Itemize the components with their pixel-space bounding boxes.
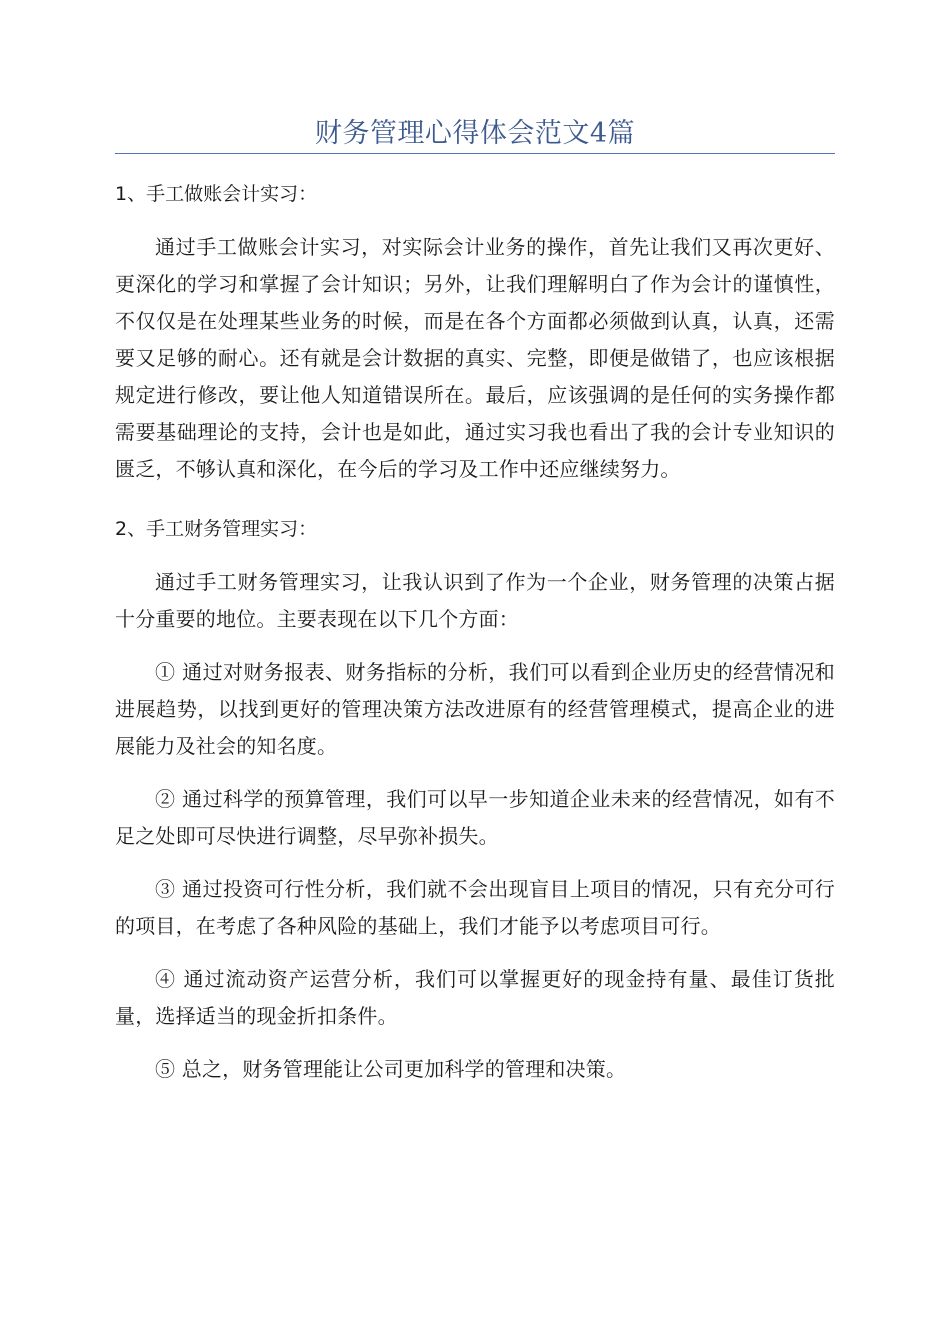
section-heading-2: 2、手工财务管理实习： xyxy=(115,518,318,540)
list-item-2: ② 通过科学的预算管理，我们可以早一步知道企业未来的经营情况，如有不足之处即可尽快进行调整，尽早弥补损失。 xyxy=(115,787,835,848)
document-body xyxy=(115,175,835,1104)
list-item-1: ① 通过对财务报表、财务指标的分析，我们可以看到企业历史的经营情况和进展趋势，以找到更好的管理决策方法改进原有的经营管理模式，提高企业的进展能力及社会的知名度。 xyxy=(115,660,835,758)
list-item-5: ⑤ 总之，财务管理能让公司更加科学的管理和决策。 xyxy=(155,1057,627,1081)
section-2-intro-paragraph: 通过手工财务管理实习，让我认识到了作为一个企业，财务管理的决策占据十分重要的地位。主要表现在以下几个方面： xyxy=(115,570,835,631)
document-title: 财务管理心得体会范文4篇 xyxy=(314,118,636,149)
list-item-4: ④ 通过流动资产运营分析，我们可以掌握更好的现金持有量、最佳订货批量，选择适当的现金折扣条件。 xyxy=(115,967,835,1028)
list-item-3: ③ 通过投资可行性分析，我们就不会出现盲目上项目的情况，只有充分可行的项目，在考虑了各种风险的基础上，我们才能予以考虑项目可行。 xyxy=(115,877,835,938)
section-heading-1: 1、手工做账会计实习： xyxy=(115,183,318,205)
title-underline xyxy=(115,153,835,154)
section-1-paragraph: 通过手工做账会计实习，对实际会计业务的操作，首先让我们又再次更好、更深化的学习和掌握了会计知识；另外，让我们理解明白了作为会计的谨慎性，不仅仅是在处理某些业务的时候，而是在各个方面都必须做到认真，认真，还需要又足够的耐心。还有就是会计数据的真实、完整，即便是做错了，也应该根据规定进行修改，要让他人知道错误所在。最后，应该强调的是任何的实务操作都需要基础理论的支持，会计也是如此，通过实习我也看出了我的会计专业知识的匮乏，不够认真和深化，在今后的学习及工作中还应继续努力。 xyxy=(115,235,835,481)
